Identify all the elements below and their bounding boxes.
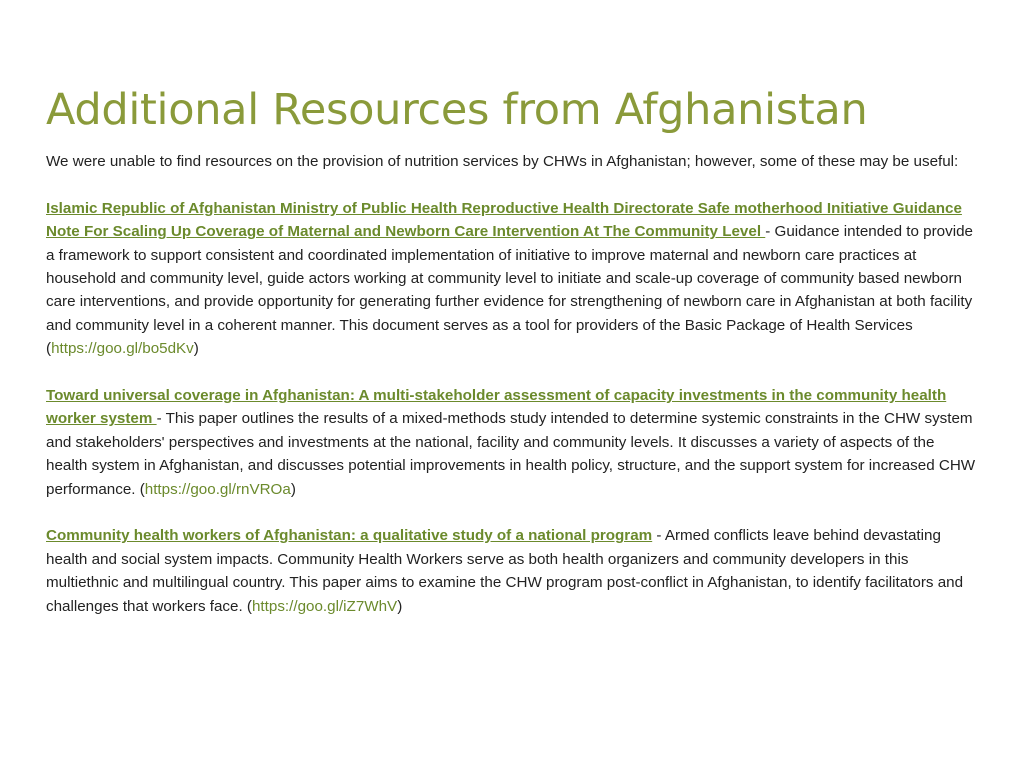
resource-title-link[interactable]: Community health workers of Afghanistan: a qualitative study of a national program [46, 527, 653, 545]
page-title: Additional Resources from Afghanistan [46, 85, 868, 135]
resource-closing-paren: ) [290, 480, 296, 498]
resource-item [46, 524, 978, 618]
resource-description: - This paper outlines the results of a mixed-methods study intended to determine systemic constraints in the CHW system and stakeholders' perspectives and investments at the national, facility and community levels. It discusses a variety of aspects of the health system in Afghanistan, and discusses potential improvements in health policy, structure, and the support system for increased CHW performance. ( [46, 410, 976, 498]
resource-item [46, 197, 978, 361]
resource-closing-paren: ) [397, 597, 403, 615]
resource-item [46, 384, 978, 501]
resource-url-link[interactable]: https://goo.gl/iZ7WhV [251, 597, 398, 615]
resource-title-link[interactable]: Islamic Republic of Afghanistan Ministry of Public Health Reproductive Health Directorate Safe motherhood Initiative Guidance Note For Scaling Up Coverage of Maternal and Newborn Care Intervention At The Community Level [46, 199, 962, 241]
resource-description: - Guidance intended to provide a framework to support consistent and coordinated implementation of initiative to improve maternal and newborn care practices at household and community level, guide actors working at community level to initiate and scale-up coverage of community based newborn care interventions, and provide opportunity for generating further evidence for strengthening of newborn care in Afghanistan at both facility and community level in a coherent manner. This document serves as a tool for providers of the Basic Package of Health Services ( [46, 223, 973, 358]
resource-title-link[interactable]: Toward universal coverage in Afghanistan: A multi-stakeholder assessment of capacity investments in the community health worker system [46, 387, 947, 428]
resource-url-link[interactable]: https://goo.gl/rnVROa [144, 480, 291, 498]
intro-paragraph: We were unable to find resources on the provision of nutrition services by CHWs in Afghanistan; however, some of these may be useful: [46, 153, 959, 170]
resource-description: - Armed conflicts leave behind devastating health and social system impacts. Community Health Workers serve as both health organizers and community developers in this multiethnic and multilingual country. This paper aims to examine the CHW program post-conflict in Afghanistan, to identify facilitators and challenges that workers face. ( [46, 527, 964, 615]
resource-closing-paren: ) [193, 340, 199, 358]
resource-url-link[interactable]: https://goo.gl/bo5dKv [51, 340, 194, 358]
